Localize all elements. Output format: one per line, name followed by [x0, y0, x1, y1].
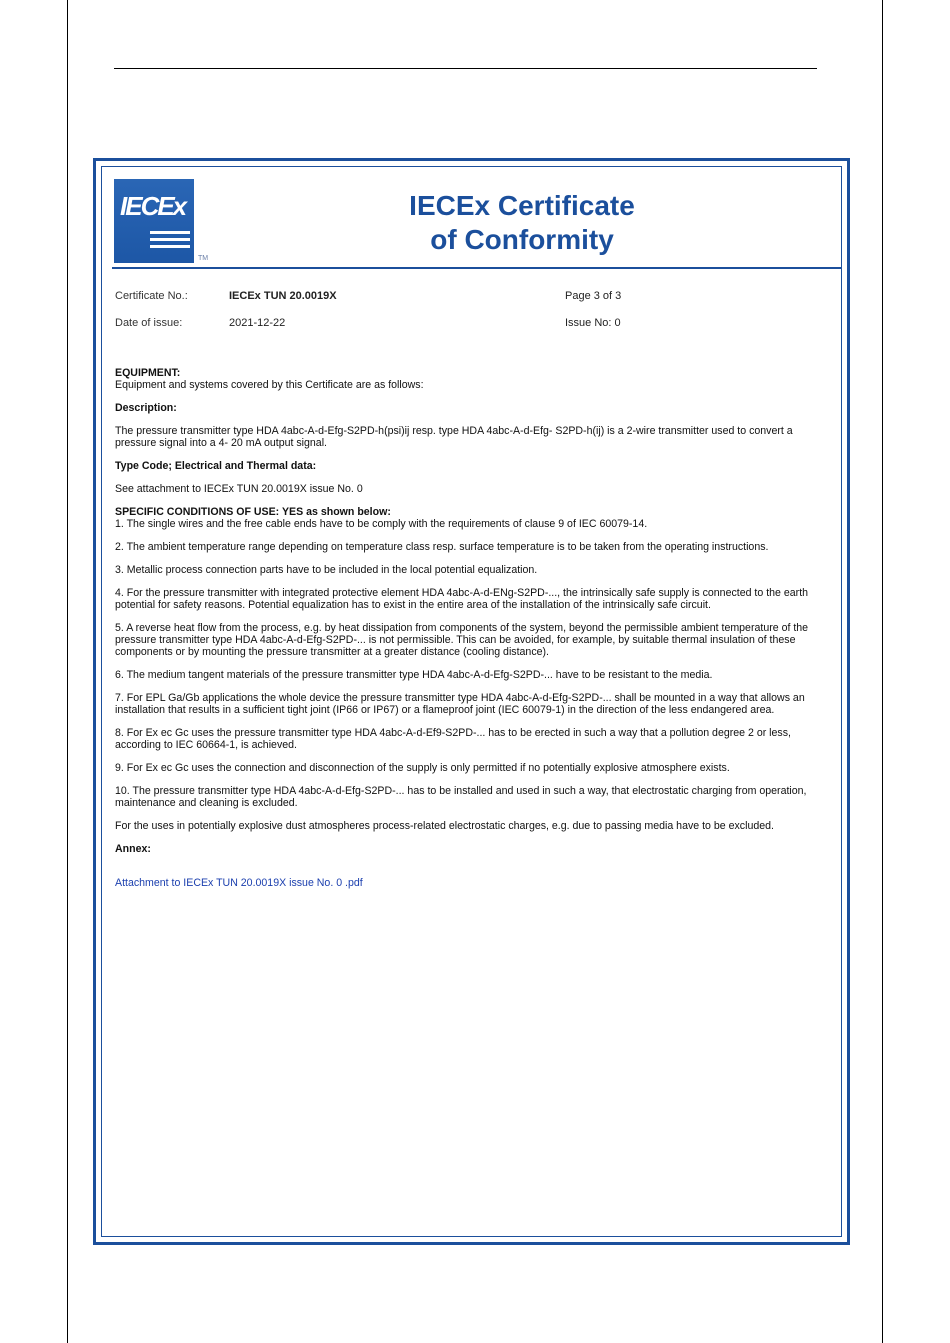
title-line-2: of Conformity — [430, 224, 614, 255]
certificate-frame — [93, 158, 850, 1245]
typecode-heading: Type Code; Electrical and Thermal data: — [115, 460, 317, 472]
condition-item: 5. A reverse heat flow from the process, e.g. by heat dissipation from components of the system, beyond the permissible ambient temperature of the pressure transmitter type HDA 4abc-A-d-Efg-S2PD-... is not permissible. This can be avoided, for example, by suitable thermal insulation of these components or by mounting the pressure transmitter at a greater distance (cooling distance). — [115, 622, 809, 658]
page-number: Page 3 of 3 — [565, 290, 622, 302]
iecex-logo — [114, 179, 194, 263]
condition-item: 8. For Ex ec Gc uses the pressure transmitter type HDA 4abc-A-d-Ef9-S2PD-... has to be erected in such a way that a pollution degree 2 or less, according to IEC 60664-1, is achieved. — [115, 727, 791, 751]
title-line-1: IECEx Certificate — [409, 190, 635, 221]
logo-text: IECEx — [120, 191, 186, 221]
certificate-inner-frame — [101, 166, 842, 1237]
header-divider — [112, 267, 841, 269]
top-rule — [114, 68, 817, 69]
equipment-heading: EQUIPMENT: — [115, 367, 181, 379]
annex-heading: Annex: — [115, 843, 151, 855]
certificate-no-label: Certificate No.: — [115, 290, 188, 302]
condition-item: 6. The medium tangent materials of the pressure transmitter type HDA 4abc-A-d-Efg-S2PD-... have to be resistant to the media. — [115, 669, 713, 681]
condition-item: 9. For Ex ec Gc uses the connection and disconnection of the supply is only permitted if no potentially explosive atmosphere exists. — [115, 762, 730, 774]
certificate-no-value: IECEx TUN 20.0019X — [229, 290, 337, 302]
condition-item: 3. Metallic process connection parts have to be included in the local potential equalization. — [115, 564, 538, 576]
condition-item: 4. For the pressure transmitter with integrated protective element HDA 4abc-A-d-ENg-S2PD-..., the intrinsically safe supply is connected to the earth potential for safety reasons. Potential equalization has to exist in the entire area of the installation of the intrinsically safe circuit. — [115, 587, 809, 611]
conditions-heading: SPECIFIC CONDITIONS OF USE: YES as shown below: — [115, 506, 391, 518]
certificate-title — [332, 189, 712, 257]
trademark-mark: TM — [198, 255, 209, 262]
description-text: The pressure transmitter type HDA 4abc-A-d-Efg-S2PD-h(psi)ij resp. type HDA 4abc-A-d-Efg- S2PD-h(ij) is a 2-wire transmitter used to convert a pressure signal into a 4- 20 mA output signal. — [115, 425, 793, 449]
issue-number: Issue No: 0 — [565, 317, 621, 329]
logo-stripes-icon — [150, 231, 190, 252]
equipment-text: Equipment and systems covered by this Certificate are as follows: — [115, 379, 424, 391]
page-right-border — [882, 0, 883, 1343]
page-left-border — [67, 0, 68, 1343]
certificate-body — [115, 367, 835, 900]
condition-item: 1. The single wires and the free cable ends have to be comply with the requirements of clause 9 of IEC 60079-14. — [115, 518, 648, 530]
annex-attachment-link[interactable]: Attachment to IECEx TUN 20.0019X issue No. 0 .pdf — [115, 877, 363, 889]
condition-item: For the uses in potentially explosive dust atmospheres process-related electrostatic charges, e.g. due to passing media have to be excluded. — [115, 820, 774, 832]
date-of-issue-value: 2021-12-22 — [229, 317, 286, 329]
condition-item: 10. The pressure transmitter type HDA 4abc-A-d-Efg-S2PD-... has to be installed and used in such a way, that electrostatic charging from operation, maintenance and cleaning is excluded. — [115, 785, 807, 809]
condition-item: 2. The ambient temperature range depending on temperature class resp. surface temperature is to be taken from the operating instructions. — [115, 541, 769, 553]
typecode-text: See attachment to IECEx TUN 20.0019X issue No. 0 — [115, 483, 363, 495]
date-of-issue-label: Date of issue: — [115, 317, 183, 329]
description-heading: Description: — [115, 402, 177, 414]
condition-item: 7. For EPL Ga/Gb applications the whole device the pressure transmitter type HDA 4abc-A-d-Efg-S2PD-... shall be mounted in a way that allows an installation that results in a sufficient tight joint (IP66 or IP67) or a flameproof joint (IEC 60079-1) in the direction of the less endangered area. — [115, 692, 805, 716]
